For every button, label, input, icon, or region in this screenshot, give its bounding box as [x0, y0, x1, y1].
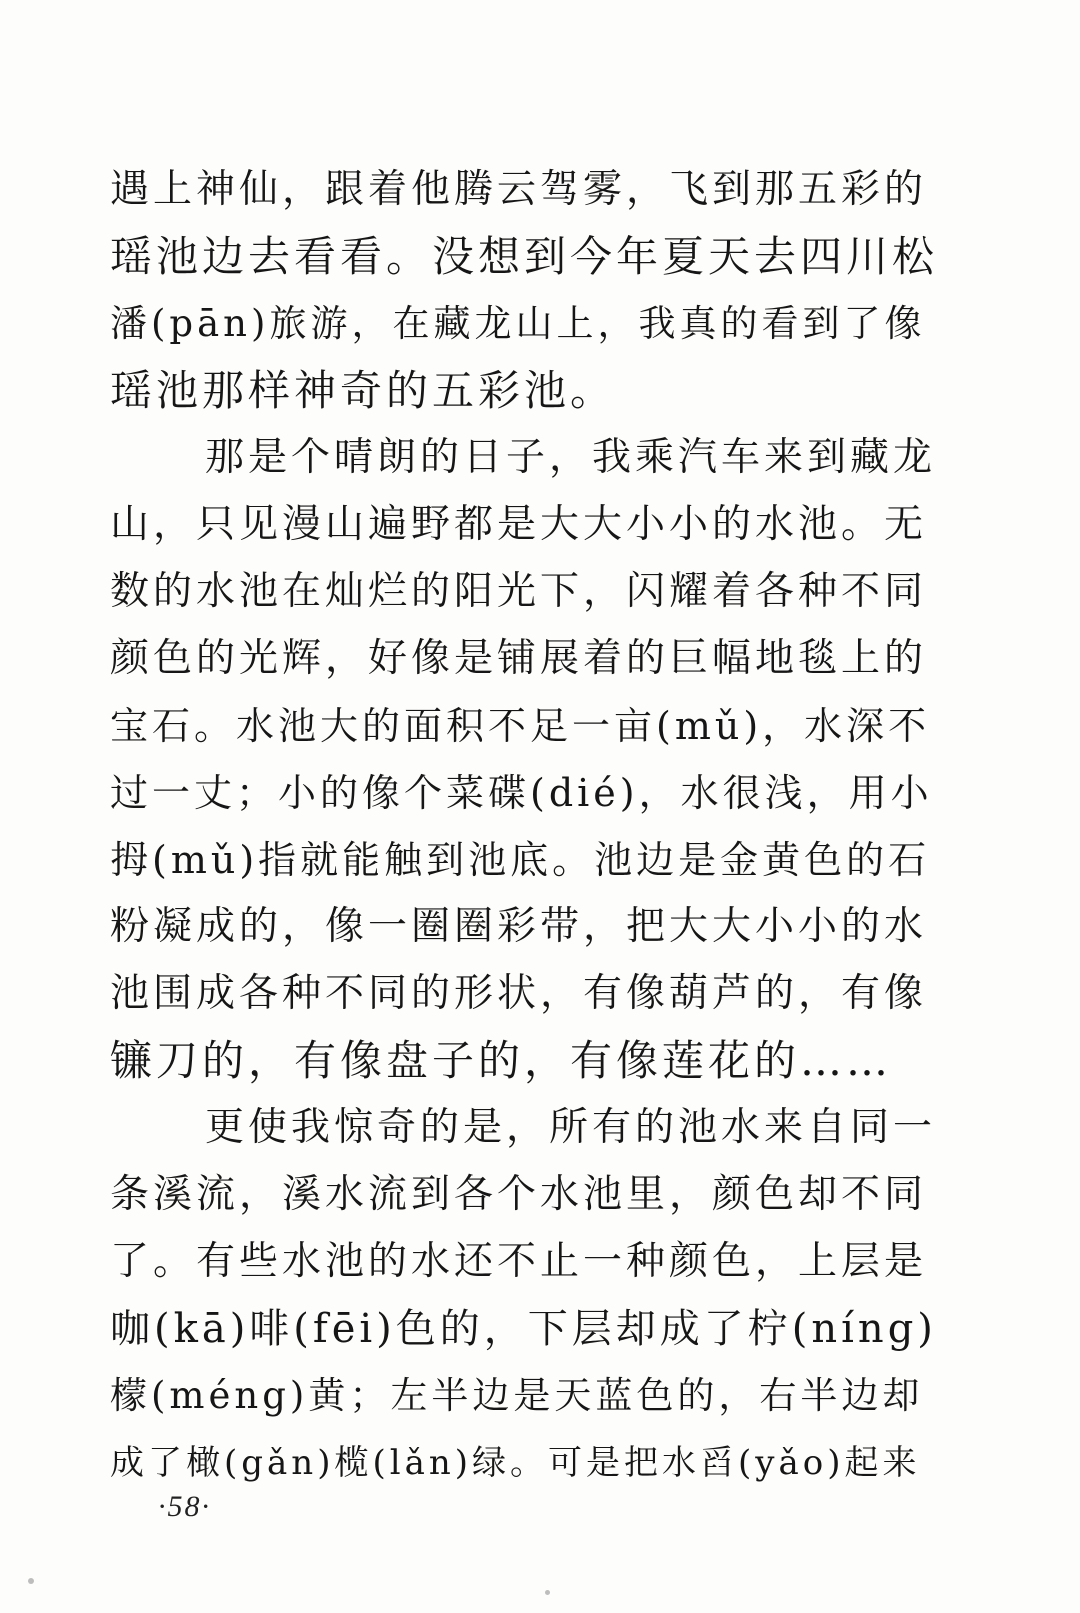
text-line: 瑶池边去看看。没想到今年夏天去四川松	[110, 232, 939, 281]
text-line: 宝石。水池大的面积不足一亩(mǔ)，水深不	[110, 704, 931, 748]
text-line: 檬(méng)黄；左半边是天蓝色的，右半边却	[110, 1374, 924, 1417]
text-line: 镰刀的，有像盘子的，有像莲花的……	[110, 1036, 893, 1085]
paragraph-first-line: 那是个晴朗的日子，我乘汽车来到藏龙	[205, 435, 937, 480]
paragraph-first-line: 更使我惊奇的是，所有的池水来自同一	[205, 1105, 937, 1150]
text-line: 粉凝成的，像一圈圈彩带，把大大小小的水	[110, 904, 928, 949]
text-line: 条溪流，溪水流到各个水池里，颜色却不同	[110, 1172, 928, 1217]
text-line: 池围成各种不同的形状，有像葫芦的，有像	[110, 971, 928, 1016]
text-line: 过一丈；小的像个菜碟(dié)，水很浅，用小	[110, 771, 933, 815]
text-line: 数的水池在灿烂的阳光下，闪耀着各种不同	[110, 569, 928, 614]
text-line: 潘(pān)旅游，在藏龙山上，我真的看到了像	[110, 302, 926, 345]
text-line: 拇(mǔ)指就能触到池底。池边是金黄色的石	[110, 838, 931, 882]
text-line: 了。有些水池的水还不止一种颜色，上层是	[110, 1239, 928, 1284]
text-line: 山，只见漫山遍野都是大大小小的水池。无	[110, 502, 928, 547]
text-line: 遇上神仙，跟着他腾云驾雾，飞到那五彩的	[110, 167, 928, 212]
text-line: 咖(kā)啡(fēi)色的，下层却成了柠(níng)	[110, 1306, 937, 1352]
scan-speck	[28, 1578, 34, 1584]
text-line: 成了橄(gǎn)榄(lǎn)绿。可是把水舀(yǎo)起来	[110, 1443, 921, 1483]
text-line: 瑶池那样神奇的五彩池。	[110, 366, 617, 415]
scan-speck	[545, 1590, 550, 1595]
page-number: ·58·	[158, 1490, 211, 1523]
text-line: 颜色的光辉，好像是铺展着的巨幅地毯上的	[110, 636, 928, 681]
